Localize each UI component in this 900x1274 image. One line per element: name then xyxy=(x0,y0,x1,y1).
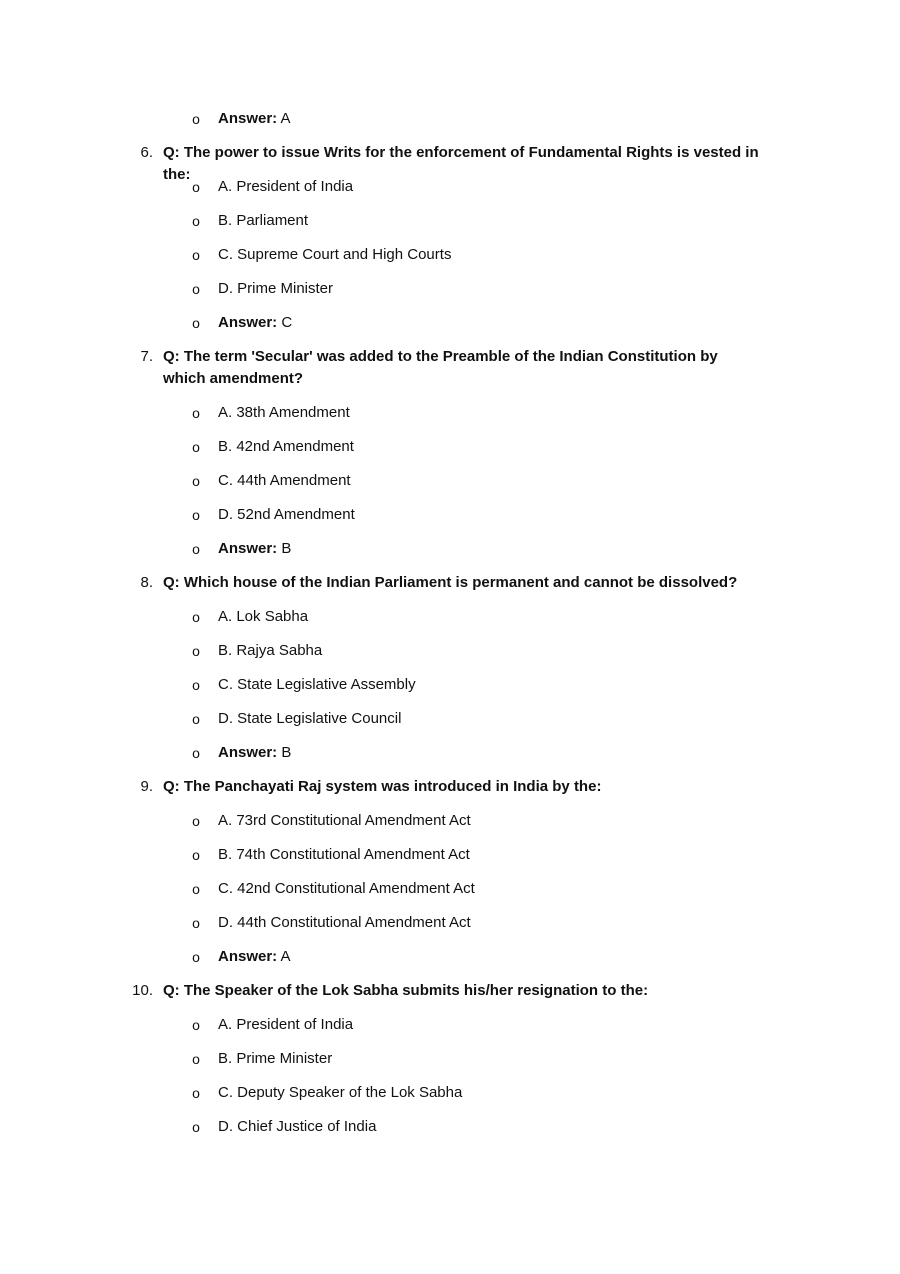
bullet-icon: o xyxy=(192,949,200,965)
bullet-icon: o xyxy=(192,111,200,127)
question-number: 6. xyxy=(140,144,153,161)
answer-label: Answer: xyxy=(218,314,278,331)
option-text: A. 73rd Constitutional Amendment Act xyxy=(218,812,471,829)
bullet-icon: o xyxy=(192,813,200,829)
bullet-icon: o xyxy=(192,541,200,557)
question-text: Q: Which house of the Indian Parliament is permanent and cannot be dissolved? xyxy=(163,574,738,591)
answer-line xyxy=(218,946,291,968)
bullet-icon: o xyxy=(192,1119,200,1135)
bullet-icon: o xyxy=(192,915,200,931)
bullet-icon: o xyxy=(192,473,200,489)
option-text: C. Supreme Court and High Courts xyxy=(218,246,452,263)
answer-value: C xyxy=(281,314,293,331)
question-number: 7. xyxy=(140,348,153,365)
answer-line xyxy=(218,538,291,560)
option-text: A. President of India xyxy=(218,1016,354,1033)
option-text: C. State Legislative Assembly xyxy=(218,676,416,693)
question-text: Q: The term 'Secular' was added to the Preamble of the Indian Constitution by which amendment? xyxy=(163,348,718,387)
bullet-icon: o xyxy=(192,745,200,761)
question-text: Q: The Speaker of the Lok Sabha submits his/her resignation to the: xyxy=(163,982,649,999)
answer-label: Answer: xyxy=(218,540,278,557)
option-text: B. Rajya Sabha xyxy=(218,642,323,659)
answer-value: B xyxy=(281,540,292,557)
option-text: D. Chief Justice of India xyxy=(218,1118,377,1135)
bullet-icon: o xyxy=(192,677,200,693)
question-text: Q: The Panchayati Raj system was introduced in India by the: xyxy=(163,778,602,795)
option-text: B. 74th Constitutional Amendment Act xyxy=(218,846,470,863)
option-text: B. 42nd Amendment xyxy=(218,438,354,455)
bullet-icon: o xyxy=(192,1017,200,1033)
bullet-icon: o xyxy=(192,643,200,659)
bullet-icon: o xyxy=(192,281,200,297)
option-text: A. President of India xyxy=(218,178,354,195)
bullet-icon: o xyxy=(192,179,200,195)
option-text: C. 42nd Constitutional Amendment Act xyxy=(218,880,475,897)
bullet-icon: o xyxy=(192,711,200,727)
bullet-icon: o xyxy=(192,315,200,331)
option-text: D. State Legislative Council xyxy=(218,710,402,727)
answer-value: A xyxy=(280,110,291,127)
option-text: D. 52nd Amendment xyxy=(218,506,355,523)
answer-value: A xyxy=(280,948,291,965)
bullet-icon: o xyxy=(192,881,200,897)
answer-label: Answer: xyxy=(218,744,278,761)
question-number: 9. xyxy=(140,778,153,795)
bullet-icon: o xyxy=(192,247,200,263)
bullet-icon: o xyxy=(192,1051,200,1067)
option-text: A. 38th Amendment xyxy=(218,404,350,421)
answer-value: B xyxy=(281,744,292,761)
answer-label: Answer: xyxy=(218,948,278,965)
option-text: B. Parliament xyxy=(218,212,309,229)
answer-line xyxy=(218,742,291,764)
option-text: B. Prime Minister xyxy=(218,1050,333,1067)
option-text: C. Deputy Speaker of the Lok Sabha xyxy=(218,1084,463,1101)
bullet-icon: o xyxy=(192,1085,200,1101)
option-text: D. Prime Minister xyxy=(218,280,334,297)
bullet-icon: o xyxy=(192,507,200,523)
answer-label: Answer: xyxy=(218,110,278,127)
bullet-icon: o xyxy=(192,439,200,455)
answer-line xyxy=(218,312,292,334)
bullet-icon: o xyxy=(192,609,200,625)
answer-line xyxy=(218,108,291,130)
question-text: Q: The power to issue Writs for the enforcement of Fundamental Rights is vested in the: xyxy=(163,144,759,183)
bullet-icon: o xyxy=(192,405,200,421)
question-number: 10. xyxy=(132,982,153,999)
option-text: C. 44th Amendment xyxy=(218,472,351,489)
option-text: A. Lok Sabha xyxy=(218,608,309,625)
question-number: 8. xyxy=(140,574,153,591)
option-text: D. 44th Constitutional Amendment Act xyxy=(218,914,471,931)
bullet-icon: o xyxy=(192,847,200,863)
bullet-icon: o xyxy=(192,213,200,229)
